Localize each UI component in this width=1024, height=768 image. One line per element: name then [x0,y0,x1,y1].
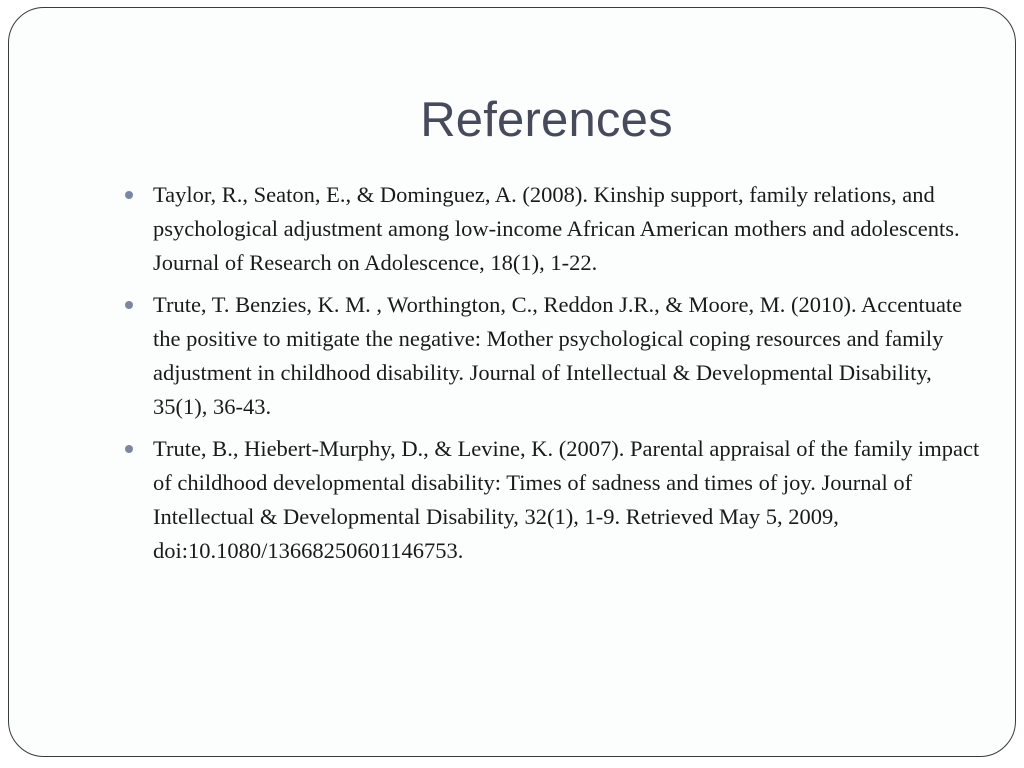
reference-text: Trute, T. Benzies, K. M. , Worthington, C., Reddon J.R., & Moore, M. (2010). Accentuate the positive to mitigate the negative: Mother psychological coping resources and family adjustment in childhood disability. Journal of Intellectual & Developmental Disability, 35(1), 36-43. [153,292,963,419]
reference-item [153,288,983,424]
reference-list [153,178,983,576]
reference-text: Trute, B., Hiebert-Murphy, D., & Levine, K. (2007). Parental appraisal of the family impact of childhood developmental disability: Times of sadness and times of joy. Journal of Intellectual & Developmental Disability, 32(1), 1-9. Retrieved May 5, 2009, doi:10.1080/13668250601146753. [153,436,980,563]
bullet-dot-icon [125,301,133,309]
reference-item [153,432,983,568]
slide-title: References [420,93,673,147]
reference-text: Taylor, R., Seaton, E., & Dominguez, A. (2008). Kinship support, family relations, and psychological adjustment among low-income African American mothers and adolescents. Journal of Research on Adolescence, 18(1), 1-22. [153,182,960,275]
bullet-dot-icon [125,445,133,453]
reference-item [153,178,983,280]
bullet-dot-icon [125,191,133,199]
slide [8,7,1016,757]
